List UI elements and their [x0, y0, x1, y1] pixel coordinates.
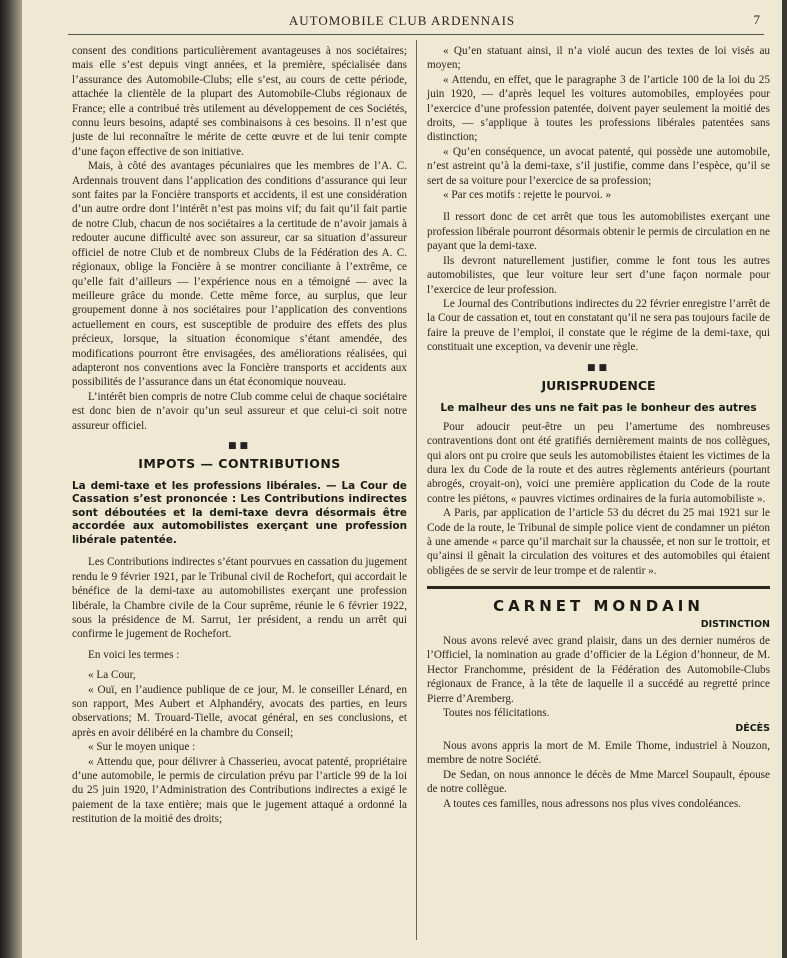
- section-title-jurisprudence: JURISPRUDENCE: [541, 377, 656, 393]
- right-paragraph-2: « Attendu, en effet, que le paragraphe 3 de l’article 100 de la loi du 25 juin 1920, — d’après lequel les voitures automobiles, employées pour l’exercice d’une profession patentée, doivent payer seulement la moitié des droits, — s’applique à toutes les professions libérales patentées sans distinction;: [427, 73, 770, 144]
- left-column: [72, 44, 407, 827]
- header-rule: [68, 34, 764, 35]
- right-paragraph-12: Nous avons appris la mort de M. Emile Thome, industriel à Nouzon, membre de notre Société.: [427, 739, 770, 767]
- left-paragraph-2: Mais, à côté des avantages pécuniaires que les membres de l’A. C. Ardennais trouvent dans l’application des conditions d’assurance qui leur sont faites par la Foncière transports et accidents, il est une considération d’un autre ordre dont l’intérêt n’est pas moins vif; du fait qu’il fait partie de notre Club, chacun de nos sociétaires a la certitude de n’avoir jamais à redouter aucune difficulté avec son assureur, car sa situation d’assureur officiel de notre Club et de nombreux Clubs de la Fédération des A. C. régionaux, oblige la Foncière à se montrer conciliante à l’extrême, ce qu’elle fait d’ailleurs — l’expérience nous en a témoigné — avec la meilleure grâce du monde. Cette même force, au surplus, que leur groupement donne à nos sociétaires pour l’application des conventions actuellement en cours, est susceptible de produire des effets des plus précieux, lorsque, la situation économique s’étant amendée, des modifications pourront être envisagées, des améliorations réalisées, qui adapteront nos conventions avec la Foncière transports et accidents aux possibilités de l’assurance dans un état économique nouveau.: [72, 160, 407, 389]
- right-paragraph-3: « Qu’en conséquence, un avocat patenté, qui possède une automobile, n’est astreint qu’à la demi-taxe, s’il justifie, comme dans l’espèce, qu’il se sert de sa voiture pour l’exercice de sa profession;: [427, 145, 770, 187]
- lead-paragraph: La demi-taxe et les professions libérales. — La Cour de Cassation s’est prononcée : Les Contributions indirectes sont déboutées et la demi-taxe devra désormais être accordée aux automobilistes exerçant une profession libérale patentée.: [72, 479, 407, 546]
- right-paragraph-1: « Qu’en statuant ainsi, il n’a violé aucun des textes de loi visés au moyen;: [427, 45, 770, 72]
- left-paragraph-8: « Sur le moyen unique :: [88, 741, 196, 754]
- left-paragraph-1: consent des conditions particulièrement avantageuses à nos sociétaires; mais elle s’est depuis vingt années, et la première, spécialisée dans l’assurance des Automobile-Clubs; elle s’est, au cours de cette période, attachée la clientèle de la plupart des Automobile-Clubs régionaux de France; elle a contribué très utilement au développement de ces Sociétés, connu leurs besoins, adapté ses combinaisons à ces besoins. Il n’est que juste de lui reconnaître le mérite de cette œuvre et de lui tenir compte d’une façon effective de son initiative.: [72, 45, 407, 158]
- right-paragraph-5: Il ressort donc de cet arrêt que tous les automobilistes exerçant une profession libérale pourront désormais obtenir le permis de circulation en ne payant que la demi-taxe.: [427, 211, 770, 253]
- right-paragraph-11: Toutes nos félicitations.: [443, 707, 550, 720]
- page-header-title: AUTOMOBILE CLUB ARDENNAIS: [288, 13, 516, 28]
- left-paragraph-3: L’intérêt bien compris de notre Club comme celui de chaque sociétaire est donc bien de n’avoir qu’un seul assureur et que celui-ci soit notre assureur officiel.: [72, 390, 407, 432]
- right-paragraph-8: Pour adoucir peut-être un peu l’amertume des nombreuses contraventions dont ont été gratifiés dernièrement maints de nos collègues, qui alors ont pu croire que seuls les automobilistes étaient les victimes de la dura lex du Code de la route et des autres règlements antérieurs (pourtant abrogés, croyait-on), voici une première application du Code de la route contre les piétons, « pauvres victimes ordinaires de la furia automobiliste ».: [427, 420, 770, 505]
- distinction-heading: DISTINCTION: [700, 618, 770, 630]
- left-paragraph-6: « La Cour,: [88, 669, 136, 682]
- jurisprudence-subtitle: Le malheur des uns ne fait pas le bonheur des autres: [440, 402, 757, 415]
- right-paragraph-13: De Sedan, on nous annonce le décès de Mme Marcel Soupault, épouse de notre collègue.: [427, 768, 770, 796]
- right-paragraph-4: « Par ces motifs : rejette le pourvoi. »: [443, 189, 612, 202]
- right-column: [427, 44, 770, 811]
- deces-heading: DÉCÈS: [735, 723, 770, 735]
- section-title-impots: IMPOTS — CONTRIBUTIONS: [138, 456, 341, 472]
- thick-rule: [427, 586, 770, 589]
- page-number: 7: [753, 12, 760, 27]
- right-paragraph-9: A Paris, par application de l’article 53 du décret du 25 mai 1921 sur le Code de la route, le Tribunal de simple police vient de condamner un piéton à une amende « parce qu’il marchait sur la chaussée, et non sur le trottoir, et qu’ainsi il gênait la circulation des voitures et des automobiles qui étaient obligées de se servir de leur trompe et de ralentir ».: [427, 507, 770, 577]
- left-paragraph-9: « Attendu que, pour délivrer à Chasserieu, avocat patenté, propriétaire d’une automobile, le permis de circulation prévu par l’article 99 de la loi du 25 juin 1920, l’Administration des Contributions indirectes a exigé le paiement de la taxe entière; mais que le jugement attaqué a ordonné la restitution de la moitié des droits;: [72, 755, 407, 826]
- left-paragraph-5: En voici les termes :: [88, 648, 180, 661]
- column-divider: [416, 40, 417, 940]
- right-paragraph-14: A toutes ces familles, nous adressons nos plus vives condoléances.: [443, 797, 741, 810]
- right-paragraph-7: Le Journal des Contributions indirectes du 22 février enregistre l’arrêt de la Cour de cassation et, tout en constatant qu’il ne sera pas toujours facile de faire la preuve de l’emploi, il constate que le régime de la demi-taxe, qui constituait une exception, va devenir une règle.: [427, 297, 770, 354]
- section-ornament-right: ■■: [586, 362, 610, 373]
- right-paragraph-10: Nous avons relevé avec grand plaisir, dans un des dernier numéros de l’Officiel, la nomination au grade d’officier de la Légion d’honneur, de M. Hector Franchomme, président de la Fédération des Automobile-Clubs régionaux de France, à la tête de laquelle il a succédé au regretté prince Pierre d’Aremberg.: [427, 635, 770, 705]
- section-ornament: ■■: [227, 440, 251, 451]
- left-paragraph-4: Les Contributions indirectes s’étant pourvues en cassation du jugement rendu le 9 février 1921, par le Tribunal civil de Rochefort, qui accordait le bénéfice de la demi-taxe au automobilistes exerçant une profession libérale, la Chambre civile de la Cour suprême, réunie le 6 février 1922, sous la présidence de M. Sarrut, 1er président, a rendu un arrêt qui confirme le jugement de Rochefort.: [72, 556, 407, 641]
- document-page: [22, 0, 782, 958]
- book-binding: [0, 0, 22, 958]
- right-paragraph-6: Ils devront naturellement justifier, comme le font tous les autres automobilistes, que leur voiture leur sert d’une façon normale pour l’exercice de leur profession.: [427, 254, 770, 296]
- carnet-mondain-title: CARNET MONDAIN: [493, 597, 704, 616]
- left-paragraph-7: « Ouï, en l’audience publique de ce jour, M. le conseiller Lénard, en son rapport, Mes Aubert et Alphandéry, avocats des parties, en leurs observations; M. Trouard-Tielle, avocat général, en ses conclusions, et après en avoir délibéré en la chambre du Conseil;: [72, 683, 407, 739]
